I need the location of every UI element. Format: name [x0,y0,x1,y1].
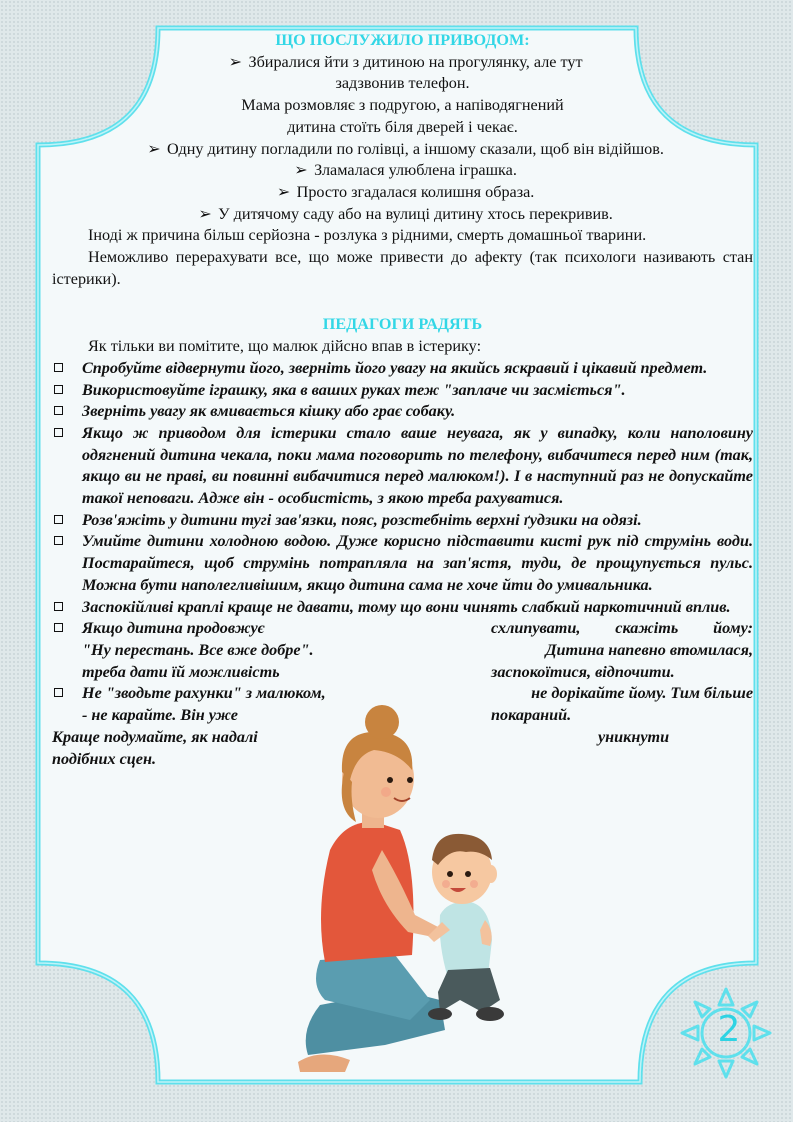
cause-item: ➢ Зламалася улюблена іграшка. [52,160,753,182]
cause-item: ➢ Просто згадалася колишня образа. [52,182,753,204]
checkbox-bullet-icon [54,406,63,415]
cause-item-line: дитина стоїть біля дверей і чекає. [287,117,518,136]
checkbox-bullet-icon [54,515,63,524]
checkbox-bullet-icon [54,623,63,632]
cause-item: ➢ Збиралися йти з дитиною на прогулянку, але тут [52,52,753,74]
cause-item: ➢ У дитячому саду або на вулиці дитину хтось перекривив. [52,204,753,226]
checkbox-bullet-icon [54,428,63,437]
arrow-bullet-icon: ➢ [228,52,243,71]
arrow-bullet-icon: ➢ [147,139,161,158]
arrow-bullet-icon: ➢ [198,204,212,223]
advice-item: Зверніть увагу як вмивається кішку або грає собаку. [52,401,753,423]
closing-text: Краще подумайте, як надалі уникнути подібних сцен. [52,727,670,768]
page-content [52,30,753,770]
arrow-bullet-icon: ➢ [276,182,291,201]
advice-item: Якщо ж приводом для істерики стало ваше неувага, як у випадку, коли наполовину одягнений дитина чекала, поки мама поговорить по телефону, вибачитеся перед ним (так, якщо ви не праві, ви повинні вибачитися перед малюком!). І в наступний раз не допускайте такої неповаги. Адже він - особистість, з якою треба рахуватися. [52,423,753,510]
section-title-advice: ПЕДАГОГИ РАДЯТЬ [322,315,483,334]
advice-intro: Як тільки ви помітите, що малюк дійсно впав в істерику: [88,337,482,356]
advice-item: Заспокійливі краплі краще не давати, тому що вони чинять слабкий наркотичний вплив. [52,597,753,619]
cause-item-line: Мама розмовляє з подругою, а напіводягнений [241,96,564,115]
advice-item: Спробуйте відвернути його, зверніть його увагу на якийсь яскравий і цікавий предмет. [52,358,753,380]
advice-item: Не "зводьте рахунки" з малюком, не дорікайте йому. Тим більше - не карайте. Він уже покараний. [52,683,753,726]
mother-child-illustration [290,700,530,1085]
checkbox-bullet-icon [54,385,63,394]
arrow-bullet-icon: ➢ [294,161,308,180]
page-number: 2 [717,1009,741,1050]
advice-item: Використовуйте іграшку, яка в ваших руках теж "заплаче чи засміється". [52,380,753,402]
checkbox-bullet-icon [54,536,63,545]
section-title-causes: ЩО ПОСЛУЖИЛО ПРИВОДОМ: [275,31,530,49]
advice-item: Якщо дитина продовжує схлипувати, скажіть йому: "Ну перестань. Все вже добре". Дитина напевно втомилася, треба дати їй можливість заспокоїтися, відпочити. [52,618,753,683]
checkbox-bullet-icon [54,363,63,372]
checkbox-bullet-icon [54,602,63,611]
checkbox-bullet-icon [54,688,63,697]
paragraph: Іноді ж причина більш серйозна - розлука з рідними, смерть домашньої тварини. [88,226,647,245]
cause-item-line: задзвонив телефон. [335,74,470,93]
advice-list [52,358,753,727]
advice-item: Умийте дитини холодною водою. Дуже корисно підставити кисті рук під струмінь води. Постарайтеся, щоб струмінь потрапляла на зап'ястя, туди, де прощупується пульс. Можна бути наполегливішим, якщо дитина сама не хоче йти до умивальника. [52,531,753,596]
advice-item: Розв'яжіть у дитини тугі зав'язки, пояс, розстебніть верхні ґудзики на одязі. [52,510,753,532]
paragraph: Неможливо перерахувати все, що може привести до афекту (так психологи називають стан істерики). [52,248,753,288]
cause-item: ➢ Одну дитину погладили по голівці, а іншому сказали, щоб він відійшов. [52,139,753,161]
